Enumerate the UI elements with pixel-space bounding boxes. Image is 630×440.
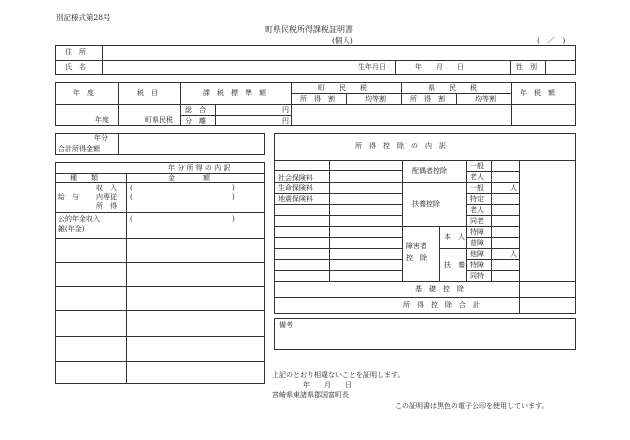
life-insurance-label: 生命保険料 xyxy=(278,184,313,192)
income-amount-header: 金 額 xyxy=(168,174,210,182)
salary-income-label: 収 入 xyxy=(96,184,117,192)
form-number: 別記様式第28号 xyxy=(56,13,111,22)
combined-yen: 円 xyxy=(282,106,289,114)
salary-deduction-label: 内専従 xyxy=(96,193,117,201)
remarks-label: 備考 xyxy=(279,321,293,329)
total-income-year: 年分 xyxy=(94,134,108,142)
spouse-general: 一般 xyxy=(470,162,484,170)
disabled-self-label: 本 人 xyxy=(444,233,465,241)
tax-year-header: 年 度 xyxy=(73,89,94,97)
dependent-same-special: 同特 xyxy=(470,272,484,280)
remarks-box xyxy=(274,318,576,350)
page-counter: ( ／ ) xyxy=(537,36,566,45)
town-per-capita: 均等割 xyxy=(365,95,386,103)
document-title: 町県民税所得課税証明書 xyxy=(265,25,353,34)
paren-close-3: ) xyxy=(232,215,235,223)
deductions-title: 所 得 控 除 の 内 訳 xyxy=(355,142,446,150)
document-subtitle: (個人) xyxy=(332,36,353,45)
earthquake-insurance-label: 地震保険料 xyxy=(278,195,313,203)
name-label: 氏 名 xyxy=(65,63,86,71)
spouse-elderly: 老人 xyxy=(470,173,484,181)
tax-base-header: 課 税 標 準 額 xyxy=(203,89,266,97)
disabled-dependent-label: 扶 養 xyxy=(444,261,465,269)
total-income-label: 合計所得金額 xyxy=(58,145,100,153)
separate-label: 分 離 xyxy=(185,117,206,125)
pref-income-levy: 所 得 割 xyxy=(410,95,445,103)
basic-deduction-label: 基 礎 控 除 xyxy=(415,285,464,293)
dependent-general: 一般 xyxy=(470,184,484,192)
pref-tax-header: 県 民 税 xyxy=(428,84,477,92)
sex-label: 性 別 xyxy=(516,63,537,71)
dependent-other-disabled: 他障 xyxy=(470,250,484,258)
total-deduction-label: 所 得 控 除 合 計 xyxy=(403,301,480,309)
paren-open-1: ( xyxy=(130,184,133,192)
pension-income-label: 公的年金収入 xyxy=(58,215,100,223)
dependent-special-disabled: 特障 xyxy=(470,261,484,269)
paren-open-3: ( xyxy=(130,215,133,223)
salary-shotoku-label: 所 得 xyxy=(96,202,117,210)
disabled-deduction-label-2: 控 除 xyxy=(406,254,427,262)
combined-label: 総 合 xyxy=(185,106,206,114)
tax-item-value: 町県民税 xyxy=(145,116,173,124)
misc-pension-label: 雑(年金) xyxy=(58,225,85,233)
self-special-disabled: 特障 xyxy=(470,228,484,236)
social-insurance-label: 社会保険料 xyxy=(278,174,313,182)
separate-yen: 円 xyxy=(282,117,289,125)
electronic-seal-note: この証明書は黒色の電子公印を使用しています。 xyxy=(395,402,549,410)
income-kind-header: 種 類 xyxy=(70,174,98,182)
dependent-specific: 特定 xyxy=(470,195,484,203)
annual-tax-header: 年 税 額 xyxy=(520,89,555,97)
certification-date: 年 月 日 xyxy=(303,381,352,389)
disabled-unit: 人 xyxy=(510,250,517,258)
dependent-general-unit: 人 xyxy=(510,184,517,192)
dependent-deduction-label: 扶養控除 xyxy=(412,200,440,208)
issuing-authority: 宮崎県東諸県郡国富町長 xyxy=(272,391,349,399)
dependent-elderly: 老人 xyxy=(470,206,484,214)
paren-open-2: ( xyxy=(130,193,133,201)
tax-year-suffix: 年度 xyxy=(95,116,109,124)
self-ordinary-disabled: 普障 xyxy=(470,239,484,247)
town-income-levy: 所 得 割 xyxy=(300,95,335,103)
spouse-deduction-label: 配偶者控除 xyxy=(412,167,447,175)
dependent-cohabit-elderly: 同老 xyxy=(470,217,484,225)
birth-date-value: 年 月 日 xyxy=(415,63,464,71)
town-tax-header: 町 民 税 xyxy=(318,84,367,92)
paren-close-1: ) xyxy=(232,184,235,192)
tax-item-header: 税 目 xyxy=(137,89,158,97)
income-breakdown-title: 年 分 所 得 の 内 訳 xyxy=(168,164,231,172)
pref-per-capita: 均等割 xyxy=(475,95,496,103)
certification-statement: 上記のとおり相違ないことを証明します。 xyxy=(272,371,405,379)
disabled-deduction-label-1: 障害者 xyxy=(406,242,427,250)
birth-date-label: 生年月日 xyxy=(358,63,386,71)
address-label: 住 所 xyxy=(65,48,86,56)
salary-label: 給 与 xyxy=(58,193,79,201)
paren-close-2: ) xyxy=(232,193,235,201)
